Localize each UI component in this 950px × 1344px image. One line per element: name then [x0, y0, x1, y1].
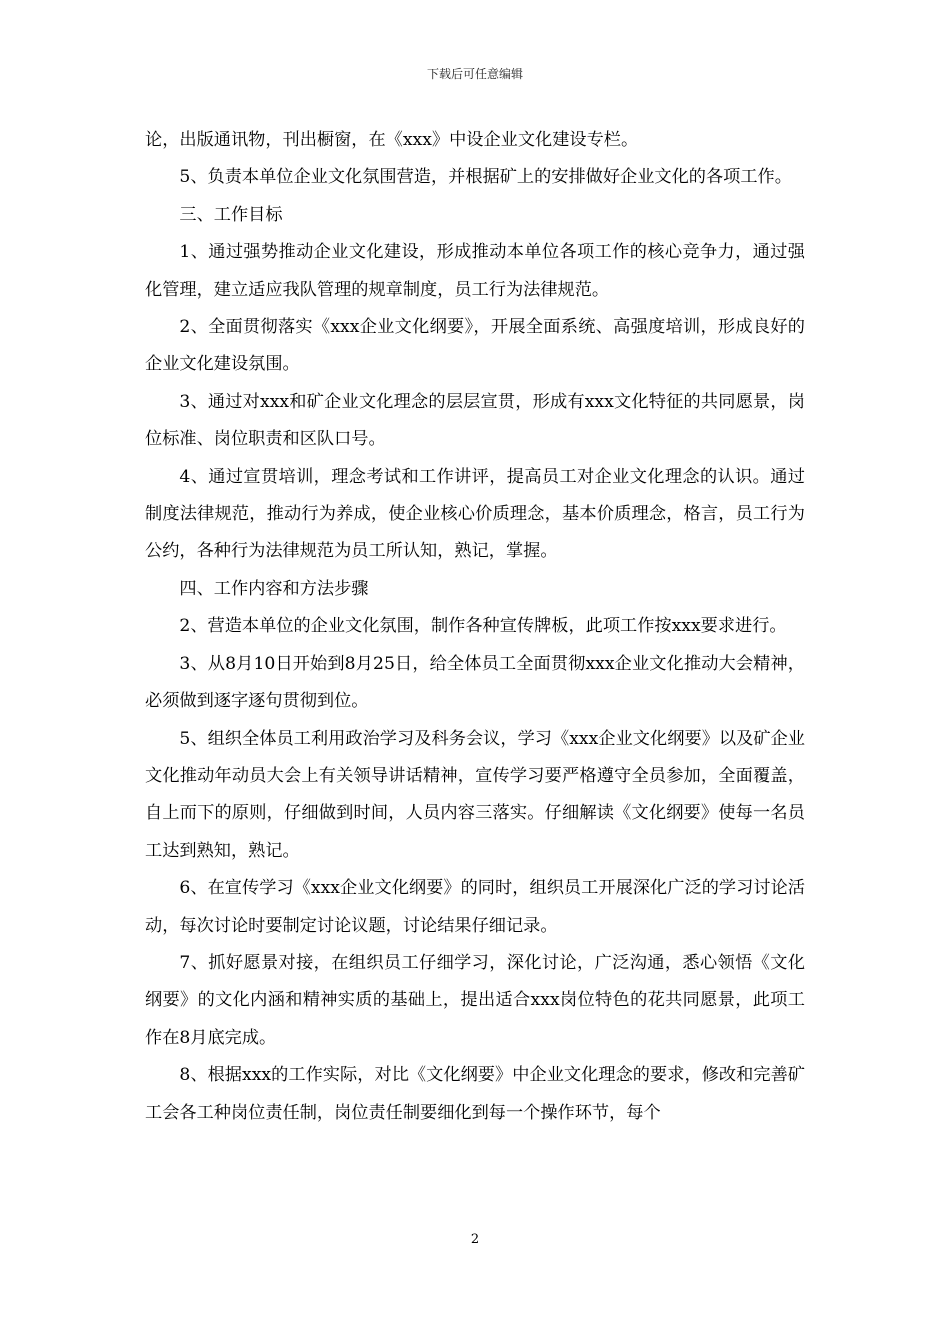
body-paragraph: 2、营造本单位的企业文化氛围，制作各种宣传牌板，此项工作按xxx要求进行。 [179, 616, 787, 637]
body-paragraph: 7、抓好愿景对接，在组织员工仔细学习，深化讨论，广泛沟通，悉心领悟《文化纲要》的文化内涵和精神实质的基础上，提出适合xxx岗位特色的花共同愿景，此项工作在8月底完成。 [145, 952, 805, 1048]
page-number: 2 [470, 1232, 480, 1247]
body-paragraph: 5、组织全体员工利用政治学习及科务会议，学习《xxx企业文化纲要》以及矿企业文化推动年动员大会上有关领导讲话精神，宣传学习要严格遵守全员参加，全面覆盖，自上而下的原则，仔细做到时间，人员内容三落实。仔细解读《文化纲要》使每一名员工达到熟知，熟记。 [145, 728, 805, 861]
body-paragraph: 论，出版通讯物，刊出橱窗，在《xxx》中设企业文化建设专栏。 [145, 130, 639, 150]
body-paragraph: 1、通过强势推动企业文化建设，形成推动本单位各项工作的核心竞争力，通过强化管理，建立适应我队管理的规章制度，员工行为法律规范。 [145, 242, 805, 300]
body-paragraph: 三、工作目标 [179, 204, 283, 225]
body-paragraph: 6、在宣传学习《xxx企业文化纲要》的同时，组织员工开展深化广泛的学习讨论活动，每次讨论时要制定讨论议题，讨论结果仔细记录。 [145, 878, 805, 936]
page-header: 下载后可任意编辑 [426, 67, 523, 81]
body-paragraph: 8、根据xxx的工作实际，对比《文化纲要》中企业文化理念的要求，修改和完善矿工会各工种岗位责任制，岗位责任制要细化到每一个操作环节，每个 [145, 1065, 805, 1123]
body-paragraph: 5、负责本单位企业文化氛围营造，并根据矿上的安排做好企业文化的各项工作。 [179, 167, 792, 188]
body-paragraph: 3、通过对xxx和矿企业文化理念的层层宣贯，形成有xxx文化特征的共同愿景，岗位标准、岗位职责和区队口号。 [145, 391, 805, 450]
body-paragraph: 2、全面贯彻落实《xxx企业文化纲要》，开展全面系统、高强度培训，形成良好的企业文化建设氛围。 [145, 317, 805, 375]
body-paragraph: 4、通过宣贯培训，理念考试和工作讲评，提高员工对企业文化理念的认识。通过制度法律规范，推动行为养成，使企业核心价质理念，基本价质理念，格言，员工行为公约，各种行为法律规范为员工所认知，熟记，掌握。 [145, 466, 805, 562]
document-body [145, 122, 805, 1132]
body-paragraph: 3、从8月10日开始到8月25日，给全体员工全面贯彻xxx企业文化推动大会精神，必须做到逐字逐句贯彻到位。 [145, 653, 805, 712]
body-paragraph: 四、工作内容和方法步骤 [179, 578, 369, 599]
